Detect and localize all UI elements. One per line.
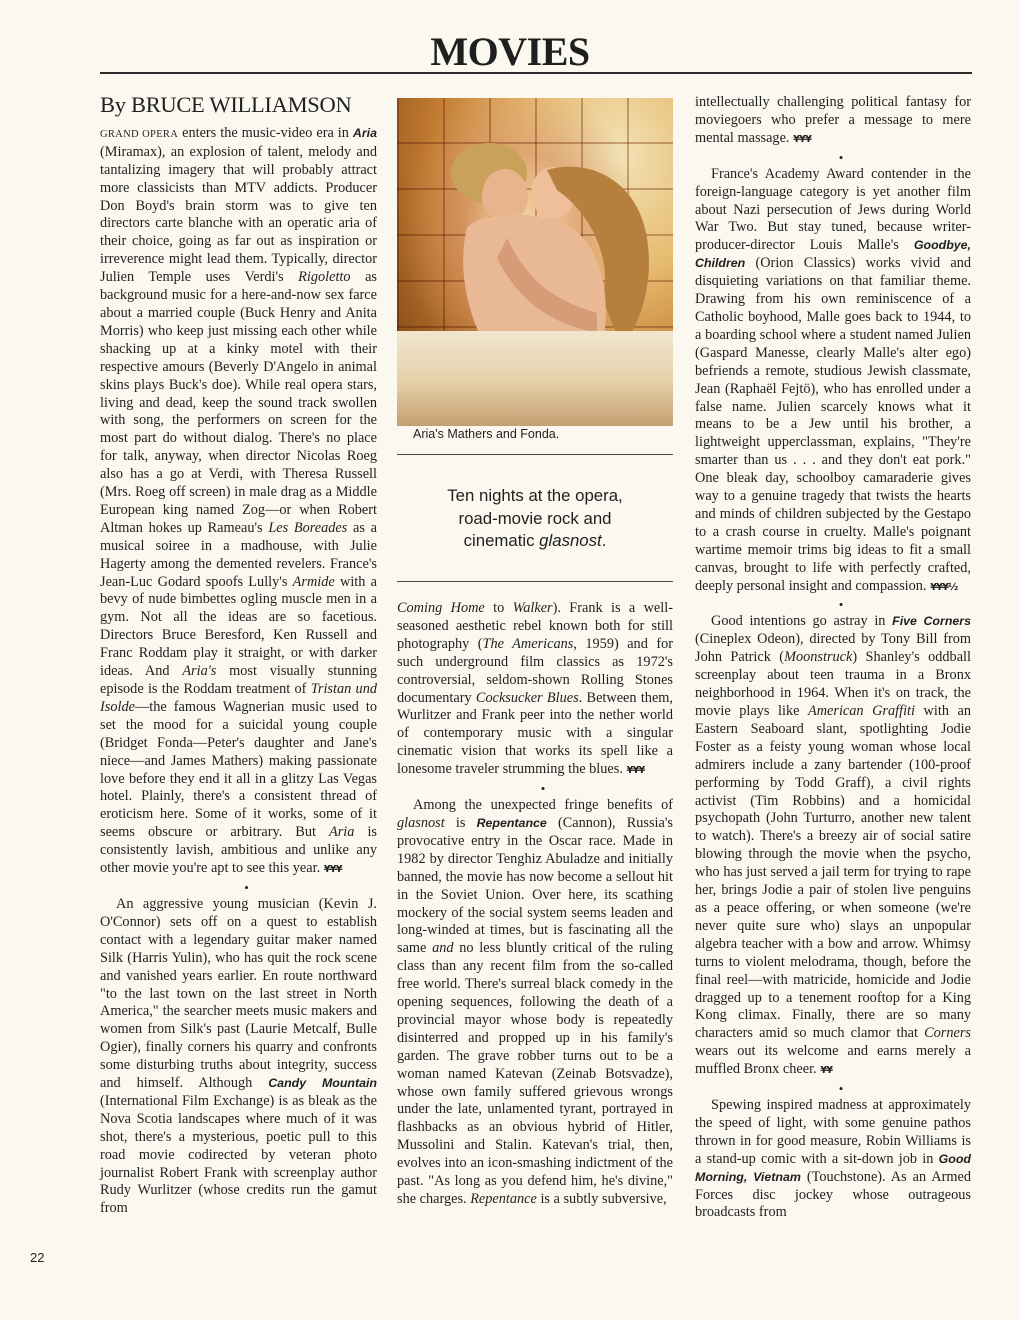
bullet-separator: • [838,149,844,165]
section-title: MOVIES [430,29,590,74]
pull-quote-line: road-movie rock and [458,508,612,528]
rating-icon: ¥¥¥ [793,133,811,145]
text: is [444,814,477,831]
text: Good intentions go astray in [711,613,893,630]
text: most visually stunning episode is the Roddam treatment of [100,663,377,697]
film-title: Candy Mountain [268,1076,377,1091]
work-title: Moonstruck [784,649,853,666]
paragraph-candy-mountain [100,896,377,1218]
work-title: glasnost [397,814,445,831]
photo-caption: Aria's Mathers and Fonda. [413,427,560,441]
film-title: Five Corners [892,614,971,629]
bullet-separator: • [838,597,844,613]
work-title: American Graffiti [807,703,916,719]
paragraph-repentance [397,797,673,1209]
paragraph-five-corners [695,613,971,1080]
text: , 1959) and for such underground film classics as 1972's controversial, seldom-shown Rolling Stones documentary [397,635,673,706]
text: to [484,600,513,616]
text: ) Shanley's oddball screenplay about teen trauma in a Bronx neighborhood in 1964. When it's on track, the movie plays like [695,649,971,719]
paragraph-aria [100,125,377,879]
pull-quote-line: . [601,531,607,550]
pull-quote-emphasis: glasnost [539,531,602,550]
title-rule [100,72,972,74]
film-title: Goodbye, Children [695,238,971,271]
text: as background music for a here-and-now sex farce about a married couple (Buck Henry and Anita Morris) who keep just missing each other while shacking up at a kinky motel with their respective amours (Beverly D'Angelo in animal skins plays Buck's doe). While real opera stars, living and dead, keep the sound track swollen with song, the performers on screen for the most part do without dialog. There's no place for talk, anyway, when director Nicolas Roeg also has a go at Verdi, with Theresa Russell (Mrs. Roeg off screen) in male drag as a Middle European king named Zog—or when Robert Altman hokes up Rameau's [100,269,377,536]
divider-rule [397,581,673,582]
work-title: Armide [292,573,335,590]
text: ). Frank is a well-seasoned aesthetic rebel known both for still photography ( [397,600,673,652]
text: (Cineplex Odeon), directed by Tony Bill from John Patrick ( [695,631,971,666]
bullet-separator: • [540,781,546,797]
lead-in: GRAND OPERA [100,128,179,140]
paragraph-good-morning-vietnam [695,1097,971,1222]
text: (Touchstone). As an Armed Forces disc jockey whose outrageous broadcasts from [695,1168,971,1221]
text: as a musical soiree in a madhouse, with Julie Hagerty among the demented revelers. France's Jean-Luc Godard spoofs Lully's [100,519,377,590]
work-title: The Americans [482,635,574,652]
film-title: Good Morning, Vietnam [695,1151,971,1184]
text: An aggressive young musician (Kevin J. O'Connor) sets off on a quest to establish contact with a legendary guitar maker named Silk (Harris Yulin), who has quit the rock scene and vanished years earlier. En route northward "to the last town on the last street in North America," the searcher meets music makers and women from Silk's past (Laurie Metcalf, Bulle Ogier), finally corners his quarry and confronts some disturbing truths about integrity, success and himself. Although [100,895,377,1092]
work-title: Cocksucker Blues [475,689,579,706]
film-title: Repentance [476,815,547,830]
text: with a bevy of nude bimbettes ogling muscle men in a gym. Not all the ideas are so facetious. Directors Bruce Beresford, Ken Russell and Franc Roddam play it straight, or with darker ideas. And [100,573,378,680]
work-title: Coming Home [397,600,485,616]
column-3 [695,94,971,1222]
text: (Miramax), an explosion of talent, melody and tantalizing imagery that will probably attract more classicists than MTV addicts. Producer Don Boyd's brain storm was to give ten directors carte blanche with an operatic aria of their choice, going as far out as inspiration or irreverence might lead them. Typically, director Julien Temple uses Verdi's [100,143,377,286]
rating-icon: ¥¥¥ [626,765,645,777]
column-1 [100,90,377,1218]
pull-quote-line: cinematic [463,531,540,550]
text: wears out its welcome and earns merely a muffled Bronx cheer. [695,1043,971,1078]
work-title: Corners [924,1025,971,1042]
film-title: Aria [352,125,378,140]
paragraph-repentance-cont [695,94,971,149]
work-title: Aria's [182,663,217,680]
rating-icon: ¥¥ [820,1065,833,1077]
text: enters the music-video era in [178,124,353,141]
pull-quote-line: Ten nights at the opera, [447,486,623,505]
text: (International Film Exchange) is as bleak as the Nova Scotia landscapes where much of it was shot, there's a mysterious, poetic pull to this road movie codirected by veteran photo journalist Robert Frank with screenplay author Rudy Wurlitzer (whose credits run the gamut from [100,1092,377,1217]
text: (Orion Classics) works vivid and disquieting variations on that familiar theme. Drawing from his own reminiscence of a Catholic boyhood, Malle goes back to 1944, to a boarding school where a student named Julien (Gaspard Manesse, clearly Malle's alter ego) befriends a remote, studious Jewish classmate, Jean (Raphaël Fejtö), who has enrolled under a false name. Julien scarcely knows what it means to be a Jew until his brother, a lightweight upperclassman, explains, "They're smarter than us . . . and they don't eat pork." One bleak day, schoolboy camaraderie gives way to a genuine tragedy that twists the hearts and minds of children subjected by the Gestapo to a crash course in cruelty. Malle's poignant wartime memoir trims big ideas to fit a small canvas, brought to life with perfectly crafted, deeply personal insight and compassion. [695,255,971,594]
paragraph-candy-mountain-cont [397,600,673,780]
photo-bedsheet [397,331,673,426]
paragraph-goodbye-children [695,166,971,597]
text: Among the unexpected fringe benefits of [413,797,673,814]
text: (Cannon), Russia's provocative entry in the Oscar race. Made in 1982 by director Tenghiz Abuladze and initially banned, the movie has now become a sellout hit in the Soviet Union. Over here, its scathing mockery of the social system seems leaden and long-winded at times, but is fascinating all the same [397,814,673,957]
work-title: Les Boreades [268,519,348,536]
pull-quote [397,455,673,581]
text: is a subtly subversive, [536,1191,667,1207]
film-still-photo [397,98,673,426]
work-title: Walker [512,600,553,616]
page-number: 22 [30,1250,45,1265]
byline: By BRUCE WILLIAMSON [100,92,352,117]
bullet-separator: • [838,1081,844,1097]
text: intellectually challenging political fantasy for moviegoers who prefer a message to mere mental massage. [695,94,971,146]
work-title: Aria [329,824,355,841]
work-title: Tristan und Isolde [100,681,377,715]
text: no less bluntly critical of the ruling class than any recent film from the so-called free world. There's surreal black comedy in the opening sequences, following the death of a provincial mayor whose body is repeatedly disinterred and propped up in his family's garden. The grave robber turns out to be a woman named Katevan (Zeinab Botsvadze), whose own family suffered grievous wrongs under the late, unlamented tyrant, portrayed in flashbacks as an obvious hybrid of Hitler, Mussolini and Stalin. Katevan's trial, then, evolves into an icon-smashing indictment of the past. "As long as you defend him, he's divine," she charges. [397,940,673,1207]
text: with an Eastern Seaboard slant, spotlighting Jodie Foster as a feisty young woman whose local admirers include a zany bartender (100-proof performing by Todd Graff), a civil rights activist (Tim Robbins) and a homicidal psychopath (John Turturro, another new talent to watch). There's a breezy air of social satire blowing through the movie when the psycho, who has just served a jail term for trying to rape her, brings Jodie a pair of stolen live penguins as a peace offering, or when someone (we're never quite sure who) slays an unpopular algebra teacher with a bow and arrow. Whimsy turns to violent melodrama, though, before the final reel—with matricide, homicide and Jodie dragged up to a tenement rooftop for a King Kong climax. Finally, there are so many characters amid so much clamor that [695,703,972,1042]
work-title: Repentance [470,1191,537,1207]
text: France's Academy Award contender in the foreign-language category is yet another film about Nazi persecution of Jews during World War Two. But stay tuned, because writer-producer-director Louis Malle's [695,165,971,254]
text: . Between them, Wurlitzer and Frank peer into the nether world of contemporary music with a singular cinematic vision that works its spell like a lonesome traveler strumming the blues. [397,689,673,778]
rating-icon: ¥¥¥½ [930,581,958,593]
bullet-separator: • [244,879,249,895]
emphasis: and [432,940,454,957]
work-title: Rigoletto [298,269,351,286]
text: Spewing inspired madness at approximately the speed of light, with some genuine pathos thrown in for good measure, Robin Williams is a stand-up comic with a sit-down job in [695,1097,971,1167]
text: —the famous Wagnerian music used to set the mood for a suicidal young couple (Bridget Fonda—Peter's daughter and Jane's niece—and James Mathers) making passionate love before they end it all in a glitzy Las Vegas hotel. Plainly, there's a consistent thread of eroticism here. Some of it works, some of it seems obscure or arbitrary. But [100,698,377,841]
text: is consistently lavish, ambitious and unlike any other movie you're apt to see this year. [100,824,377,877]
column-2 [397,90,673,1209]
rating-icon: ¥¥¥ [323,864,342,876]
